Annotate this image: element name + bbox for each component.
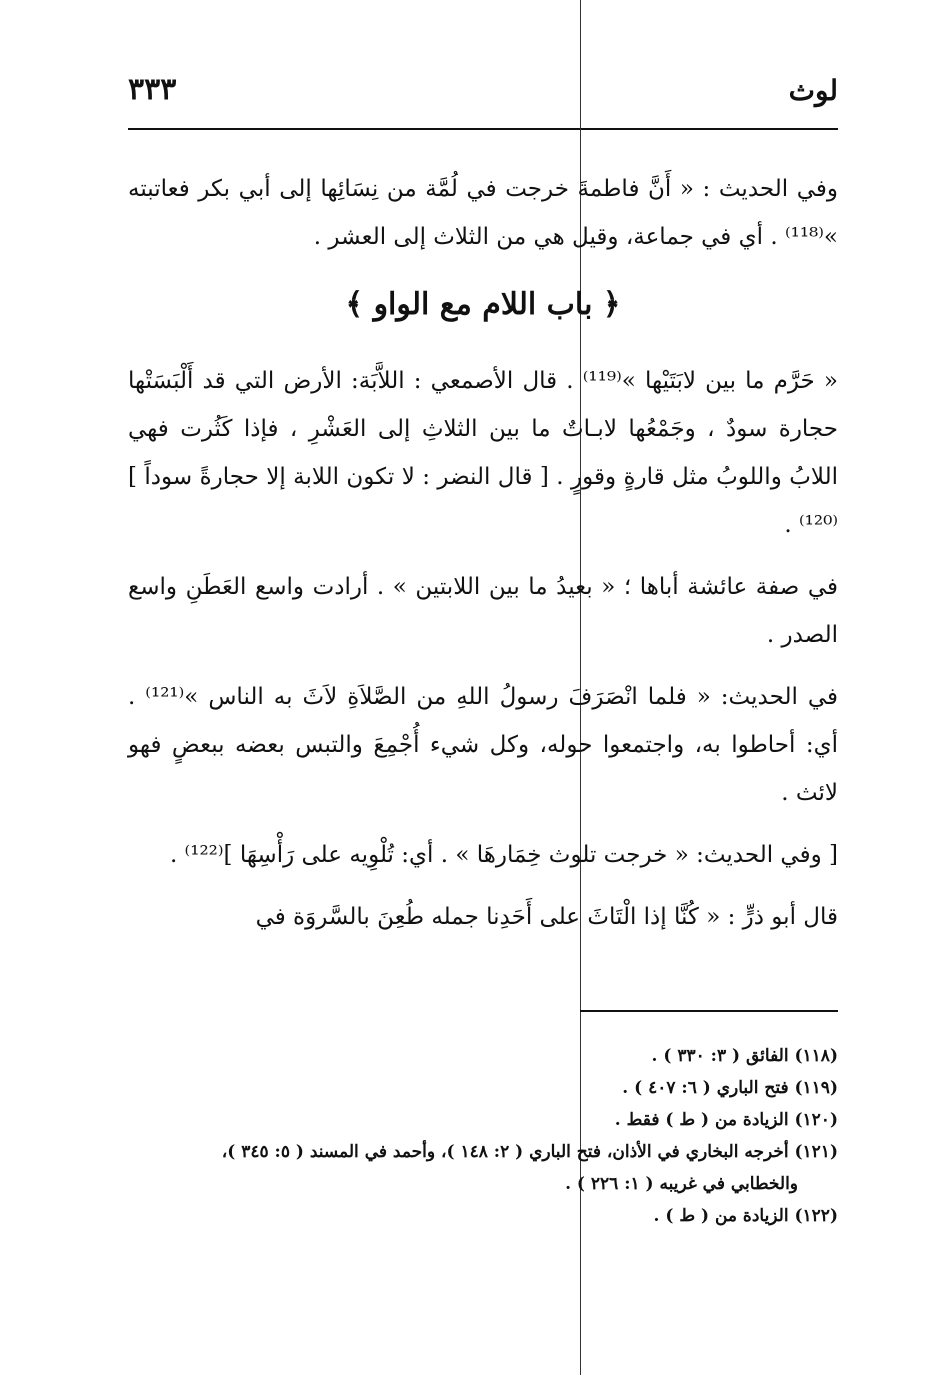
footnote-rule [580, 1010, 838, 1012]
paragraph-1: وفي الحديث : « أَنَّ فاطمةَ خرجت في لُمَّة من نِسَائِها إلى أبي بكر فعاتبته »⁽¹¹⁸⁾ . أي في جماعة، وقيل هي من الثلاث إلى العشر . [128, 176, 838, 250]
header-rule [128, 128, 838, 130]
paragraph-2: « حَرَّم ما بين لابَتَيْها »⁽¹¹⁹⁾ . قال الأصمعي : اللاَّبَة: الأرض التي قد أَلْبَسَتْها حجارة سودٌ ، وجَمْعُها لابـاتٌ ما بين الثلاثِ إلى العَشْرِ ، فإذا كَثُرت فهي اللابُ واللوبُ مثل قارةٍ وقورٍ . [ قال النضر : لا تكون اللابة إلا حجارةً سوداً ]⁽¹²⁰⁾ . [128, 368, 838, 538]
chapter-heading: ﴿ باب اللام مع الواو ﴾ [345, 287, 621, 322]
footnote-118: (١١٨) الفائق ( ٣: ٣٣٠ ) . [651, 1046, 838, 1066]
footnote-120: (١٢٠) الزيادة من ( ط ) فقط . [614, 1110, 838, 1130]
footnote-122: (١٢٢) الزيادة من ( ط ) . [653, 1206, 838, 1226]
running-title: لوث [788, 74, 838, 107]
page-header [128, 72, 838, 120]
page-number: ٣٣٣ [128, 72, 177, 107]
paragraph-6: قال أبو ذرٍّ : « كُنَّا إذا الْتَاثَ على أَحَدِنا جمله طُعِنَ بالسَّروَة في [255, 904, 838, 930]
footnote-121: (١٢١) أخرجه البخاري في الأذان، فتح الباري ( ٢: ١٤٨ )، وأحمد في المسند ( ٥: ٣٤٥ )، [221, 1142, 838, 1162]
paragraph-5: [ وفي الحديث: « خرجت تلوث خِمَارهَا » . أي: تُلْوِيه على رَأْسِهَا ]⁽¹²²⁾ . [169, 842, 838, 868]
paragraph-3: في صفة عائشة أباها ؛ « بعيدُ ما بين اللابتين » . أرادت واسع العَطَنِ واسع الصدر . [128, 574, 838, 648]
footnotes [128, 1040, 838, 1232]
footnote-119: (١١٩) فتح الباري ( ٦: ٤٠٧ ) . [622, 1078, 838, 1098]
main-text [128, 165, 838, 955]
footnote-121-continued: والخطابي في غريبه ( ١: ٢٢٦ ) . [565, 1174, 798, 1194]
paragraph-4: في الحديث: « فلما انْصَرَفَ رسولُ اللهِ من الصَّلاَةِ لاَثَ به الناس »⁽¹²¹⁾ . أي: أحاطوا به، واجتمعوا حوله، وكل شيء أُجْمِعَ والتبس بعضه ببعضٍ فهو لائث . [128, 684, 838, 806]
